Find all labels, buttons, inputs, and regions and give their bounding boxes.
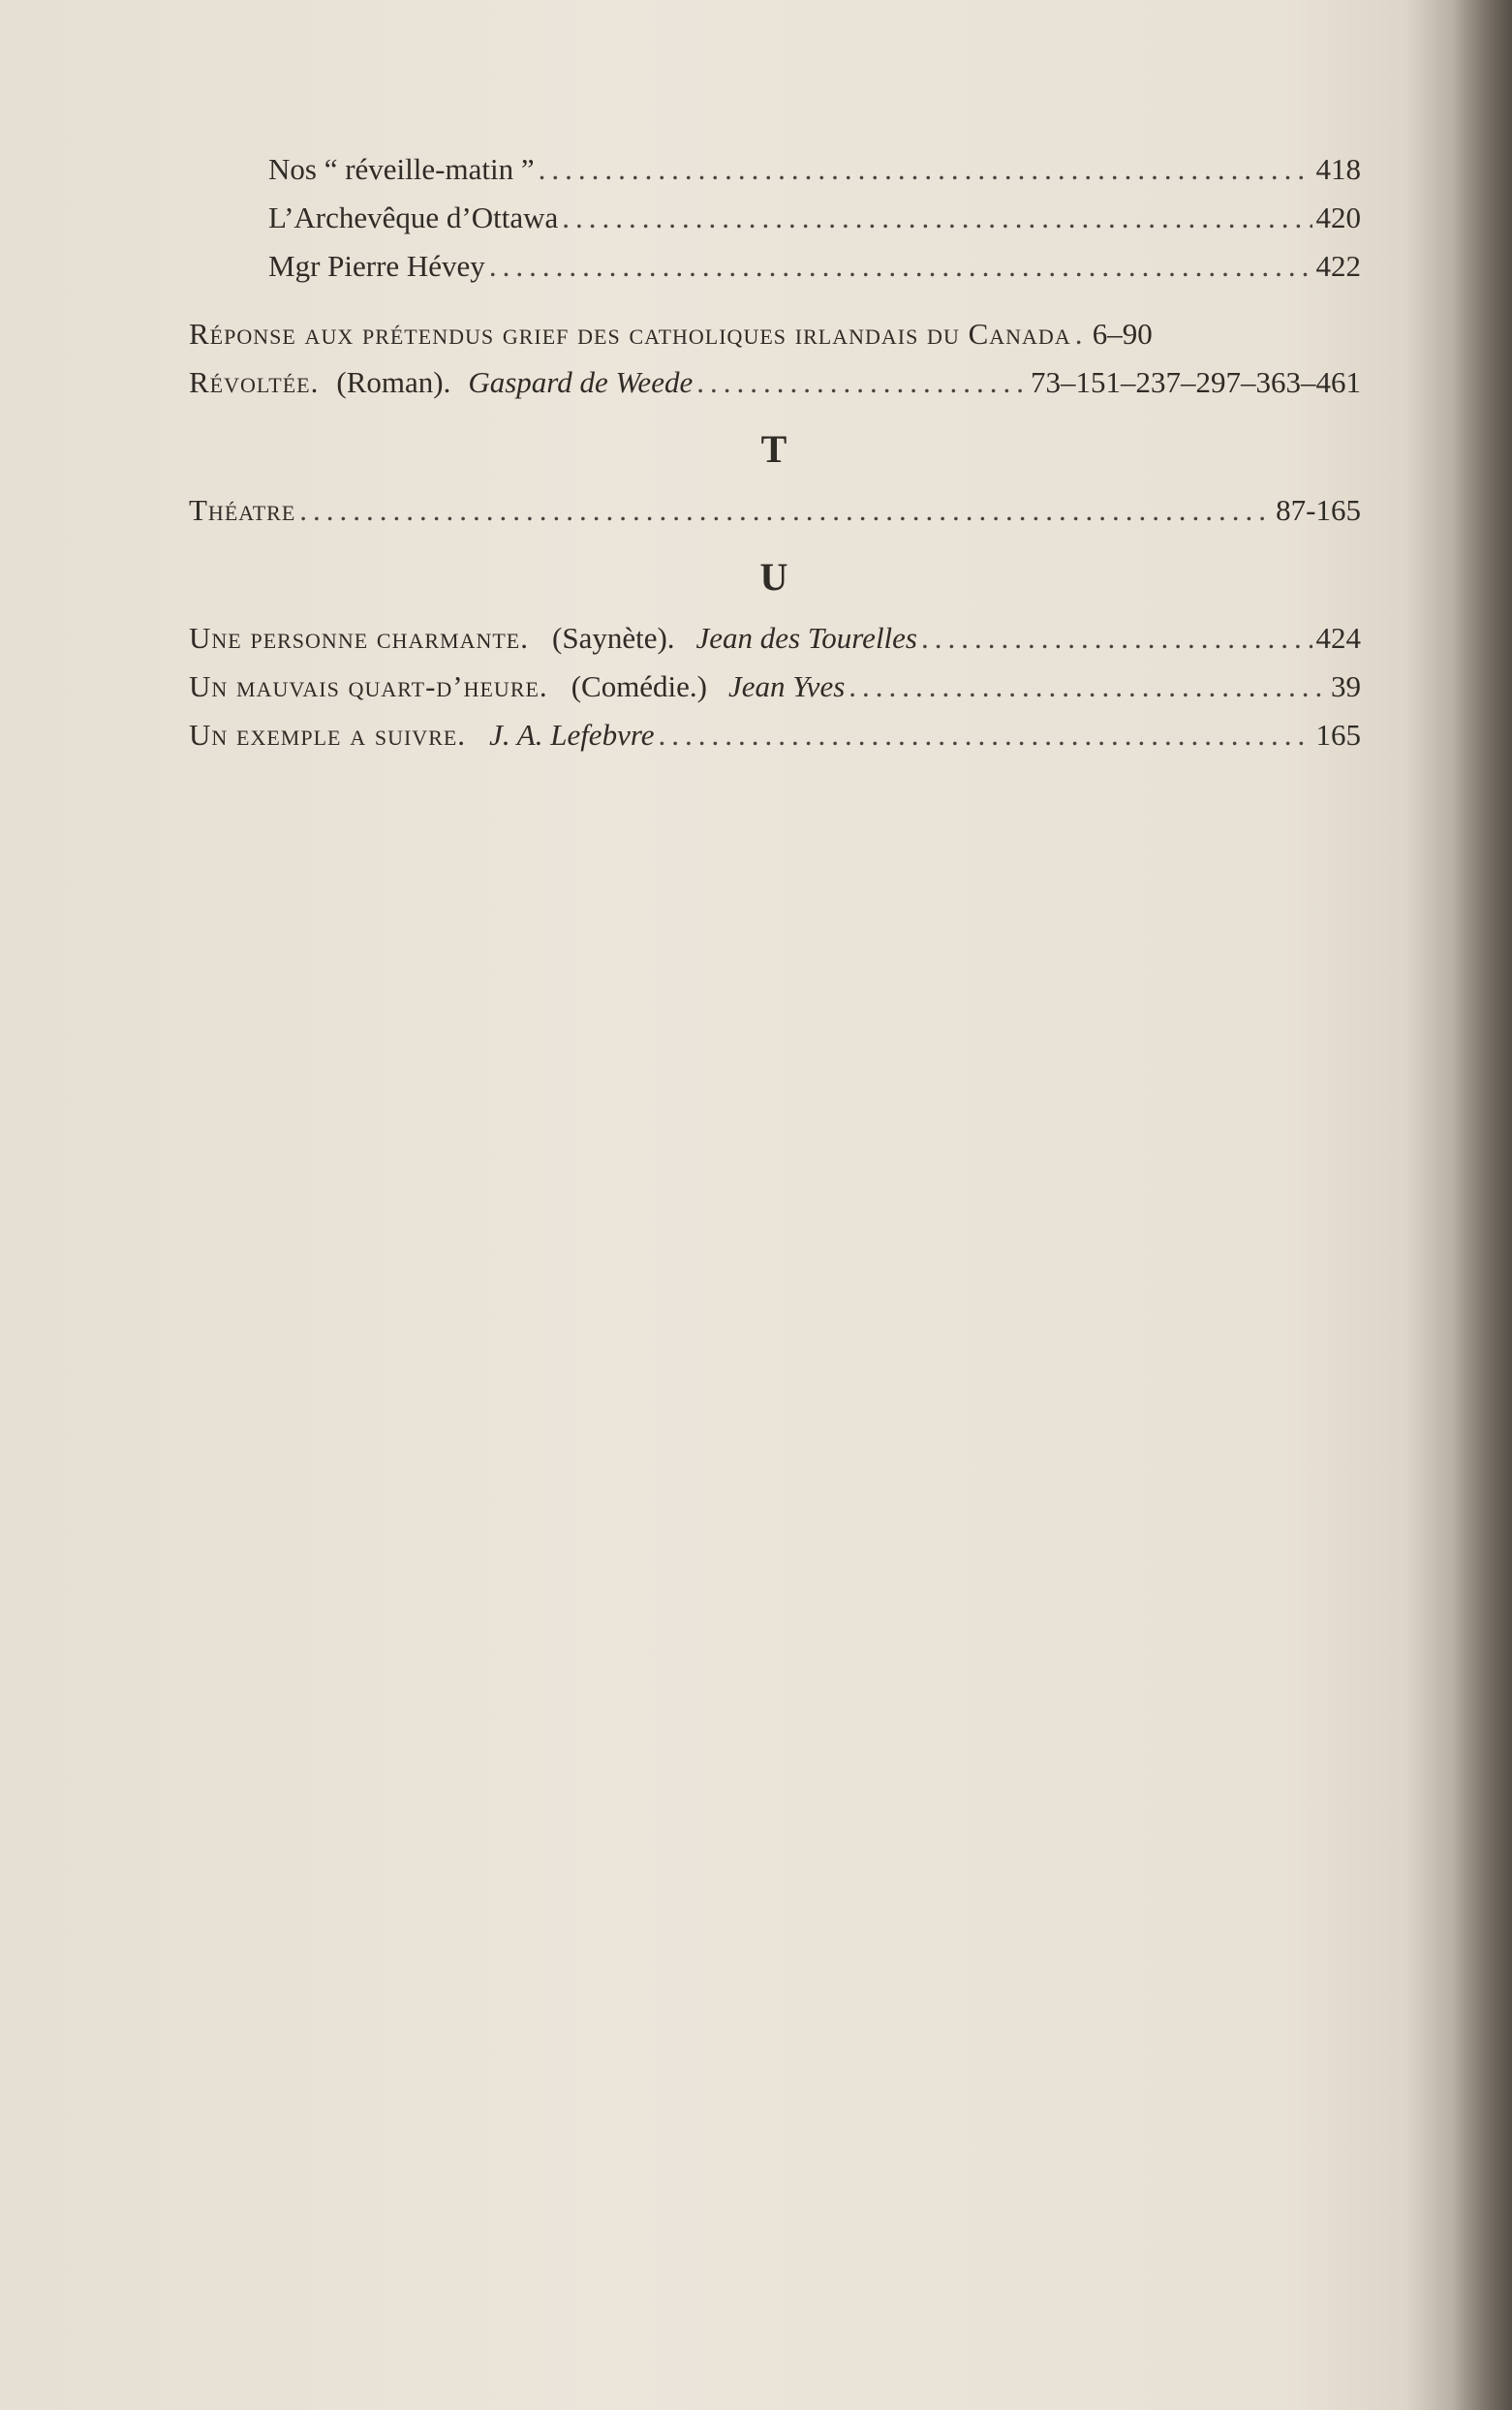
index-entry bbox=[189, 663, 1361, 711]
section-letter-t: T bbox=[760, 427, 789, 471]
section-letter-u: U bbox=[759, 555, 790, 599]
dot-leader bbox=[849, 663, 1327, 711]
index-entry bbox=[189, 358, 1361, 407]
entry-title: Nos “ réveille-matin ” bbox=[268, 152, 535, 186]
entry-page: 39 bbox=[1331, 669, 1361, 703]
entry-author: Jean des Tourelles bbox=[695, 621, 917, 655]
entry-author: Gaspard de Weede bbox=[468, 365, 694, 399]
entry-page: 87-165 bbox=[1276, 493, 1361, 527]
dot-leader bbox=[921, 614, 1312, 663]
entry-title: Mgr Pierre Hévey bbox=[268, 249, 485, 283]
entry-page: 422 bbox=[1315, 249, 1361, 283]
entry-author: Jean Yves bbox=[728, 669, 846, 703]
dot-leader bbox=[562, 194, 1311, 242]
entry-title: Un exemple a suivre. bbox=[189, 718, 467, 752]
index-entry bbox=[189, 145, 1361, 194]
index-entry bbox=[189, 614, 1361, 663]
entry-page: 420 bbox=[1315, 201, 1361, 234]
index-entry bbox=[189, 711, 1361, 759]
index-entry bbox=[189, 310, 1361, 358]
entry-title: Théatre bbox=[189, 493, 296, 527]
dot-leader bbox=[659, 711, 1312, 759]
dot-leader bbox=[539, 145, 1312, 194]
entry-page: 73–151–237–297–363–461 bbox=[1031, 365, 1361, 399]
entry-author: J. A. Lefebvre bbox=[489, 718, 655, 752]
dot-leader bbox=[1075, 310, 1089, 358]
dot-leader bbox=[299, 486, 1272, 535]
entry-genre: (Roman). bbox=[336, 365, 451, 399]
dot-leader bbox=[696, 358, 1027, 407]
entry-page: 165 bbox=[1315, 718, 1361, 752]
entry-title: Une personne charmante. bbox=[189, 621, 529, 655]
index-entry bbox=[189, 194, 1361, 242]
entry-title: Un mauvais quart-d’heure. bbox=[189, 669, 548, 703]
entry-genre: (Saynète). bbox=[552, 621, 675, 655]
spine-shadow bbox=[1453, 0, 1512, 2410]
entry-page: 418 bbox=[1315, 152, 1361, 186]
dot-leader bbox=[489, 242, 1312, 291]
entry-title: Réponse aux prétendus grief des catholiques irlandais du Canada bbox=[189, 317, 1071, 351]
spacer bbox=[189, 291, 1361, 310]
entry-page: 424 bbox=[1315, 621, 1361, 655]
index-content bbox=[189, 145, 1361, 759]
index-entry bbox=[189, 242, 1361, 291]
entry-title: L’Archevêque d’Ottawa bbox=[268, 201, 559, 234]
entry-title: Révoltée. bbox=[189, 365, 320, 399]
index-entry bbox=[189, 486, 1361, 535]
entry-genre: (Comédie.) bbox=[571, 669, 708, 703]
entry-page: 6–90 bbox=[1092, 317, 1153, 351]
